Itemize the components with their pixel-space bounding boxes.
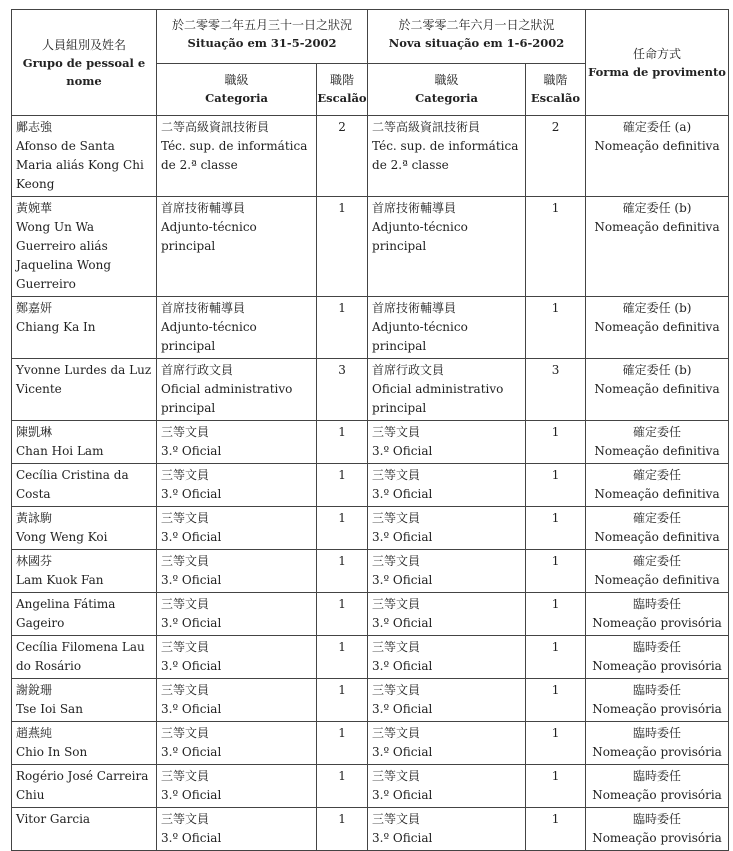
header-category-pt: Categoria — [415, 91, 478, 105]
category-after-pt: 3.º Oficial — [372, 616, 433, 630]
step-before-cell: 1 — [317, 722, 368, 765]
form-cell — [586, 421, 729, 464]
table-row — [12, 507, 729, 550]
name-cell — [12, 507, 157, 550]
name-pt: Yvonne Lurdes da Luz Vicente — [16, 363, 152, 396]
name-pt: Lam Kuok Fan — [16, 573, 104, 587]
form-pt: Nomeação provisória — [592, 659, 722, 673]
category-before-cell — [157, 297, 317, 359]
category-before-pt: 3.º Oficial — [161, 788, 222, 802]
name-cell — [12, 593, 157, 636]
form-zh: 確定委任 — [633, 511, 682, 525]
header-after-pt: Nova situação em 1-6-2002 — [388, 36, 565, 50]
form-cell — [586, 593, 729, 636]
category-after-cell — [368, 636, 526, 679]
table-row — [12, 464, 729, 507]
header-step-before — [317, 64, 368, 116]
category-before-pt: Adjunto-técnico principal — [161, 220, 257, 253]
category-before-zh: 三等文員 — [161, 425, 210, 439]
category-before-zh: 三等文員 — [161, 511, 210, 525]
step-before-cell: 1 — [317, 679, 368, 722]
form-zh: 臨時委任 — [633, 640, 682, 654]
category-before-zh: 三等文員 — [161, 726, 210, 740]
name-zh: 鄺志強 — [16, 120, 53, 134]
category-before-pt: 3.º Oficial — [161, 745, 222, 759]
name-cell — [12, 197, 157, 297]
step-after-cell: 1 — [526, 464, 586, 507]
category-before-cell — [157, 722, 317, 765]
name-pt: Rogério José Carreira Chiu — [16, 769, 149, 802]
appointments-table — [11, 9, 729, 851]
step-after-cell: 1 — [526, 636, 586, 679]
step-after-cell: 1 — [526, 507, 586, 550]
category-after-zh: 三等文員 — [372, 726, 421, 740]
form-pt: Nomeação provisória — [592, 788, 722, 802]
form-cell — [586, 765, 729, 808]
name-cell — [12, 808, 157, 851]
category-after-cell — [368, 197, 526, 297]
form-pt: Nomeação provisória — [592, 831, 722, 845]
category-after-zh: 三等文員 — [372, 640, 421, 654]
table-row — [12, 722, 729, 765]
name-cell — [12, 550, 157, 593]
category-before-zh: 三等文員 — [161, 640, 210, 654]
category-before-zh: 二等高級資訊技術員 — [161, 120, 270, 134]
form-pt: Nomeação definitiva — [594, 487, 720, 501]
name-pt: Cecília Cristina da Costa — [16, 468, 129, 501]
name-pt: Afonso de Santa Maria aliás Kong Chi Keong — [16, 139, 144, 191]
category-before-cell — [157, 197, 317, 297]
category-after-zh: 首席技術輔導員 — [372, 301, 457, 315]
step-after-cell: 1 — [526, 722, 586, 765]
category-before-cell — [157, 808, 317, 851]
name-pt: Vong Weng Koi — [16, 530, 108, 544]
category-after-cell — [368, 722, 526, 765]
form-zh: 臨時委任 — [633, 812, 682, 826]
category-before-pt: Adjunto-técnico principal — [161, 320, 257, 353]
category-before-zh: 三等文員 — [161, 769, 210, 783]
name-cell — [12, 116, 157, 197]
form-pt: Nomeação definitiva — [594, 382, 720, 396]
category-after-zh: 首席行政文員 — [372, 363, 445, 377]
category-after-pt: 3.º Oficial — [372, 702, 433, 716]
name-pt: Wong Un Wa Guerreiro aliás Jaquelina Wong Guerreiro — [16, 220, 112, 291]
name-cell — [12, 297, 157, 359]
header-category-zh: 職級 — [224, 73, 249, 87]
form-pt: Nomeação definitiva — [594, 444, 720, 458]
step-before-cell: 3 — [317, 359, 368, 421]
category-after-zh: 三等文員 — [372, 597, 421, 611]
table-row — [12, 550, 729, 593]
category-before-cell — [157, 359, 317, 421]
step-after-cell: 3 — [526, 359, 586, 421]
category-after-pt: Adjunto-técnico principal — [372, 320, 468, 353]
category-after-pt: Téc. sup. de informática de 2.ª classe — [372, 139, 519, 172]
table-row — [12, 359, 729, 421]
category-after-pt: 3.º Oficial — [372, 831, 433, 845]
name-pt: Chiang Ka In — [16, 320, 96, 334]
header-step-pt: Escalão — [530, 91, 581, 105]
step-after-cell: 1 — [526, 679, 586, 722]
category-before-zh: 三等文員 — [161, 597, 210, 611]
form-pt: Nomeação provisória — [592, 702, 722, 716]
category-before-pt: 3.º Oficial — [161, 487, 222, 501]
form-zh: 確定委任 (b) — [622, 201, 692, 215]
category-before-pt: 3.º Oficial — [161, 444, 222, 458]
category-before-cell — [157, 550, 317, 593]
header-step-zh: 職階 — [543, 73, 568, 87]
category-before-pt: 3.º Oficial — [161, 702, 222, 716]
category-after-zh: 三等文員 — [372, 468, 421, 482]
name-pt: Angelina Fátima Gageiro — [16, 597, 116, 630]
category-before-cell — [157, 507, 317, 550]
header-category-after — [368, 64, 526, 116]
category-before-pt: 3.º Oficial — [161, 831, 222, 845]
step-before-cell: 1 — [317, 636, 368, 679]
name-cell — [12, 421, 157, 464]
form-pt: Nomeação definitiva — [594, 320, 720, 334]
category-before-cell — [157, 593, 317, 636]
name-zh: 鄭嘉妍 — [16, 301, 53, 315]
header-before-pt: Situação em 31-5-2002 — [187, 36, 337, 50]
category-after-zh: 首席技術輔導員 — [372, 201, 457, 215]
category-before-cell — [157, 464, 317, 507]
category-after-pt: 3.º Oficial — [372, 487, 433, 501]
step-before-cell: 2 — [317, 116, 368, 197]
category-before-zh: 首席行政文員 — [161, 363, 234, 377]
category-before-pt: Oficial administrativo principal — [161, 382, 293, 415]
category-after-zh: 三等文員 — [372, 511, 421, 525]
category-before-cell — [157, 636, 317, 679]
category-after-zh: 三等文員 — [372, 812, 421, 826]
step-after-cell: 1 — [526, 765, 586, 808]
header-category-pt: Categoria — [205, 91, 268, 105]
table-row — [12, 593, 729, 636]
header-name-pt: Grupo de pessoal e nome — [22, 55, 146, 88]
category-before-zh: 首席技術輔導員 — [161, 301, 246, 315]
header-step-after — [526, 64, 586, 116]
category-before-zh: 首席技術輔導員 — [161, 201, 246, 215]
form-pt: Nomeação definitiva — [594, 530, 720, 544]
header-category-zh: 職級 — [434, 73, 459, 87]
name-cell — [12, 636, 157, 679]
form-pt: Nomeação definitiva — [594, 139, 720, 153]
category-after-cell — [368, 593, 526, 636]
form-zh: 確定委任 — [633, 468, 682, 482]
step-before-cell: 1 — [317, 593, 368, 636]
form-zh: 確定委任 (b) — [622, 363, 692, 377]
name-pt: Chan Hoi Lam — [16, 444, 104, 458]
header-form-pt: Forma de provimento — [588, 64, 726, 79]
form-pt: Nomeação definitiva — [594, 573, 720, 587]
form-cell — [586, 550, 729, 593]
category-after-cell — [368, 550, 526, 593]
category-before-pt: 3.º Oficial — [161, 659, 222, 673]
step-before-cell: 1 — [317, 297, 368, 359]
header-step-zh: 職階 — [330, 73, 355, 87]
category-before-cell — [157, 679, 317, 722]
name-pt: Chio In Son — [16, 745, 88, 759]
form-pt: Nomeação provisória — [592, 616, 722, 630]
category-before-zh: 三等文員 — [161, 683, 210, 697]
table-row — [12, 679, 729, 722]
category-after-cell — [368, 507, 526, 550]
name-zh: 陳凱琳 — [16, 425, 53, 439]
name-zh: 謝銳珊 — [16, 683, 53, 697]
table-row — [12, 765, 729, 808]
table-row — [12, 116, 729, 197]
category-after-pt: 3.º Oficial — [372, 444, 433, 458]
step-before-cell: 1 — [317, 197, 368, 297]
form-cell — [586, 464, 729, 507]
category-after-pt: Oficial administrativo principal — [372, 382, 504, 415]
table-row — [12, 421, 729, 464]
category-after-pt: 3.º Oficial — [372, 573, 433, 587]
category-after-pt: Adjunto-técnico principal — [372, 220, 468, 253]
step-after-cell: 1 — [526, 550, 586, 593]
form-zh: 確定委任 (b) — [622, 301, 692, 315]
step-before-cell: 1 — [317, 507, 368, 550]
category-before-zh: 三等文員 — [161, 812, 210, 826]
form-cell — [586, 636, 729, 679]
step-after-cell: 1 — [526, 593, 586, 636]
form-zh: 確定委任 — [633, 554, 682, 568]
header-form-zh: 任命方式 — [633, 46, 682, 61]
category-after-pt: 3.º Oficial — [372, 745, 433, 759]
step-before-cell: 1 — [317, 808, 368, 851]
name-pt: Cecília Filomena Lau do Rosário — [16, 640, 145, 673]
category-after-pt: 3.º Oficial — [372, 659, 433, 673]
category-after-zh: 三等文員 — [372, 425, 421, 439]
name-cell — [12, 679, 157, 722]
category-before-pt: 3.º Oficial — [161, 616, 222, 630]
header-after — [368, 10, 586, 64]
step-before-cell: 1 — [317, 421, 368, 464]
category-after-cell — [368, 421, 526, 464]
form-zh: 確定委任 — [633, 425, 682, 439]
header-before-zh: 於二零零二年五月三十一日之狀況 — [172, 18, 353, 32]
step-after-cell: 1 — [526, 297, 586, 359]
category-after-pt: 3.º Oficial — [372, 788, 433, 802]
category-before-cell — [157, 116, 317, 197]
category-after-zh: 二等高級資訊技術員 — [372, 120, 481, 134]
category-before-cell — [157, 765, 317, 808]
table-row — [12, 636, 729, 679]
table-row — [12, 297, 729, 359]
form-cell — [586, 722, 729, 765]
form-cell — [586, 359, 729, 421]
step-before-cell: 1 — [317, 550, 368, 593]
form-zh: 確定委任 (a) — [622, 120, 692, 134]
step-before-cell: 1 — [317, 464, 368, 507]
category-before-pt: 3.º Oficial — [161, 530, 222, 544]
name-cell — [12, 464, 157, 507]
category-before-cell — [157, 421, 317, 464]
step-after-cell: 1 — [526, 197, 586, 297]
category-after-cell — [368, 359, 526, 421]
name-zh: 黃詠駒 — [16, 511, 53, 525]
name-pt: Vitor Garcia — [16, 812, 91, 826]
name-zh: 趙燕純 — [16, 726, 53, 740]
form-zh: 臨時委任 — [633, 683, 682, 697]
step-after-cell: 1 — [526, 808, 586, 851]
category-after-cell — [368, 765, 526, 808]
table-row — [12, 808, 729, 851]
form-cell — [586, 507, 729, 550]
category-before-zh: 三等文員 — [161, 468, 210, 482]
category-after-cell — [368, 297, 526, 359]
step-after-cell: 1 — [526, 421, 586, 464]
category-after-cell — [368, 464, 526, 507]
category-after-pt: 3.º Oficial — [372, 530, 433, 544]
category-after-cell — [368, 808, 526, 851]
table-row — [12, 197, 729, 297]
category-after-zh: 三等文員 — [372, 683, 421, 697]
form-pt: Nomeação definitiva — [594, 220, 720, 234]
step-before-cell: 1 — [317, 765, 368, 808]
form-cell — [586, 679, 729, 722]
form-zh: 臨時委任 — [633, 769, 682, 783]
form-zh: 臨時委任 — [633, 726, 682, 740]
form-pt: Nomeação provisória — [592, 745, 722, 759]
header-before — [157, 10, 368, 64]
header-after-zh: 於二零零二年六月一日之狀況 — [398, 18, 555, 32]
name-cell — [12, 359, 157, 421]
step-after-cell: 2 — [526, 116, 586, 197]
header-form — [586, 10, 729, 116]
header-name-zh: 人員組別及姓名 — [41, 37, 126, 52]
form-cell — [586, 808, 729, 851]
category-before-zh: 三等文員 — [161, 554, 210, 568]
name-pt: Tse Ioi San — [16, 702, 83, 716]
header-step-pt: Escalão — [317, 91, 367, 105]
name-cell — [12, 722, 157, 765]
category-before-pt: 3.º Oficial — [161, 573, 222, 587]
header-category-before — [157, 64, 317, 116]
category-after-zh: 三等文員 — [372, 769, 421, 783]
form-cell — [586, 197, 729, 297]
category-after-cell — [368, 116, 526, 197]
header-name — [12, 10, 157, 116]
category-after-zh: 三等文員 — [372, 554, 421, 568]
name-zh: 林國芬 — [16, 554, 53, 568]
category-before-pt: Téc. sup. de informática de 2.ª classe — [161, 139, 308, 172]
form-zh: 臨時委任 — [633, 597, 682, 611]
form-cell — [586, 297, 729, 359]
name-zh: 黃婉華 — [16, 201, 53, 215]
name-cell — [12, 765, 157, 808]
category-after-cell — [368, 679, 526, 722]
form-cell — [586, 116, 729, 197]
